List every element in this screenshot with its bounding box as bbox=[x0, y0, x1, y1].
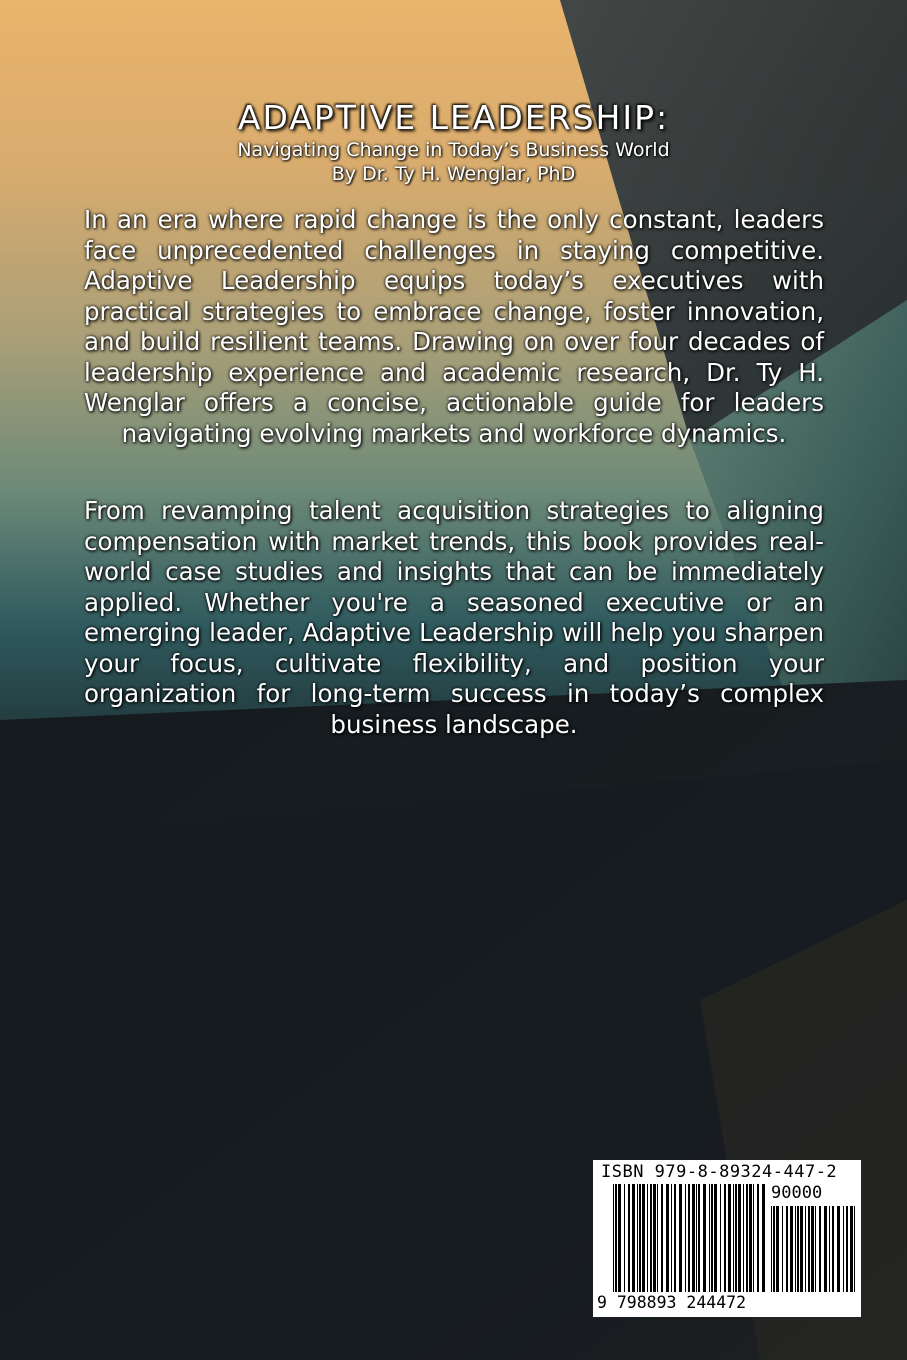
barcode-bar bbox=[698, 1184, 700, 1292]
barcode-bar bbox=[776, 1206, 779, 1292]
isbn-label: ISBN 979-8-89324-447-2 bbox=[601, 1162, 838, 1182]
barcode-bar bbox=[773, 1206, 775, 1292]
barcode-bar bbox=[757, 1184, 759, 1292]
title-block bbox=[0, 98, 907, 186]
barcode-bar bbox=[685, 1184, 686, 1292]
barcode-bar bbox=[653, 1184, 656, 1292]
barcode-bar bbox=[811, 1206, 814, 1292]
barcode-bar bbox=[808, 1206, 810, 1292]
barcode-bar bbox=[843, 1206, 844, 1292]
barcode-bar bbox=[771, 1206, 772, 1292]
blurb-paragraph-2: From revamping talent acquisition strategies to aligning compensation with market trends, this book provides real-world case studies and insights that can be immediately applied. Whether you're a seasoned executive or an emerging leader, Adaptive Leadership will help you sharpen your focus, cultivate flexibility, and position your organization for long-term success in today’s complex business landscape. bbox=[84, 496, 824, 739]
barcode-bar bbox=[746, 1184, 748, 1292]
barcode-bar bbox=[709, 1184, 710, 1292]
barcode-bar bbox=[688, 1184, 690, 1292]
barcode-bar bbox=[854, 1206, 855, 1292]
barcode-bar bbox=[657, 1184, 658, 1292]
barcode-bar bbox=[805, 1206, 806, 1292]
barcode-bar bbox=[637, 1184, 638, 1292]
barcode-bar bbox=[613, 1184, 614, 1292]
barcode-bar bbox=[837, 1206, 840, 1292]
barcode-bar bbox=[615, 1184, 617, 1292]
barcode-bar bbox=[720, 1184, 721, 1292]
barcode-bar bbox=[647, 1184, 648, 1292]
barcode-bar bbox=[639, 1184, 641, 1292]
barcode-bar bbox=[824, 1206, 827, 1292]
barcode-bar bbox=[819, 1206, 821, 1292]
book-title: ADAPTIVE LEADERSHIP: bbox=[237, 98, 670, 137]
barcode-bar bbox=[724, 1184, 726, 1292]
barcode-bar bbox=[679, 1184, 682, 1292]
barcode-bar bbox=[628, 1184, 630, 1292]
barcode-digits: 9 798893 244472 bbox=[597, 1293, 747, 1312]
barcode-bar bbox=[846, 1206, 848, 1292]
barcode-bar bbox=[733, 1184, 734, 1292]
barcode-bar bbox=[696, 1184, 697, 1292]
isbn-barcode bbox=[593, 1160, 861, 1317]
barcode-bar bbox=[671, 1184, 672, 1292]
barcode-bar bbox=[786, 1206, 788, 1292]
barcode-bar bbox=[674, 1184, 676, 1292]
barcode-bar bbox=[703, 1184, 706, 1292]
barcode-bar bbox=[832, 1206, 834, 1292]
barcode-bar bbox=[714, 1184, 717, 1292]
barcode-bar bbox=[829, 1206, 830, 1292]
barcode-bar bbox=[728, 1184, 731, 1292]
barcode-bar bbox=[624, 1184, 625, 1292]
barcode-bar bbox=[618, 1184, 621, 1292]
barcode-bar bbox=[738, 1184, 741, 1292]
barcode-bar bbox=[800, 1206, 803, 1292]
barcode-bar bbox=[666, 1184, 669, 1292]
barcode-bar bbox=[642, 1184, 645, 1292]
barcode-bar bbox=[749, 1184, 752, 1292]
barcode-bar bbox=[762, 1184, 765, 1292]
barcode-bar bbox=[711, 1184, 713, 1292]
book-author: By Dr. Ty H. Wenglar, PhD bbox=[331, 163, 576, 185]
barcode-bar bbox=[661, 1184, 663, 1292]
barcode-bar bbox=[797, 1206, 799, 1292]
barcode-bar bbox=[650, 1184, 652, 1292]
barcode-bar bbox=[632, 1184, 635, 1292]
barcode-bar bbox=[815, 1206, 816, 1292]
barcode-bar bbox=[850, 1206, 853, 1292]
barcode-bar bbox=[743, 1184, 744, 1292]
barcode-bar bbox=[782, 1206, 783, 1292]
barcode-bar bbox=[790, 1206, 793, 1292]
price-code: 90000 bbox=[771, 1183, 823, 1203]
blurb-paragraph-1: In an era where rapid change is the only constant, leaders face unprecedented challenges in staying competitive. Adaptive Leadership equips today’s executives with practical strategies to embrace change, foster innovation, and build resilient teams. Drawing on over four decades of leadership experience and academic research, Dr. Ty H. Wenglar offers a concise, actionable guide for leaders navigating evolving markets and workforce dynamics. bbox=[84, 205, 824, 448]
barcode-bar bbox=[692, 1184, 695, 1292]
barcode-bar bbox=[735, 1184, 737, 1292]
barcode-bar bbox=[795, 1206, 796, 1292]
book-subtitle: Navigating Change in Today’s Business World bbox=[237, 139, 670, 161]
barcode-bar bbox=[753, 1184, 754, 1292]
